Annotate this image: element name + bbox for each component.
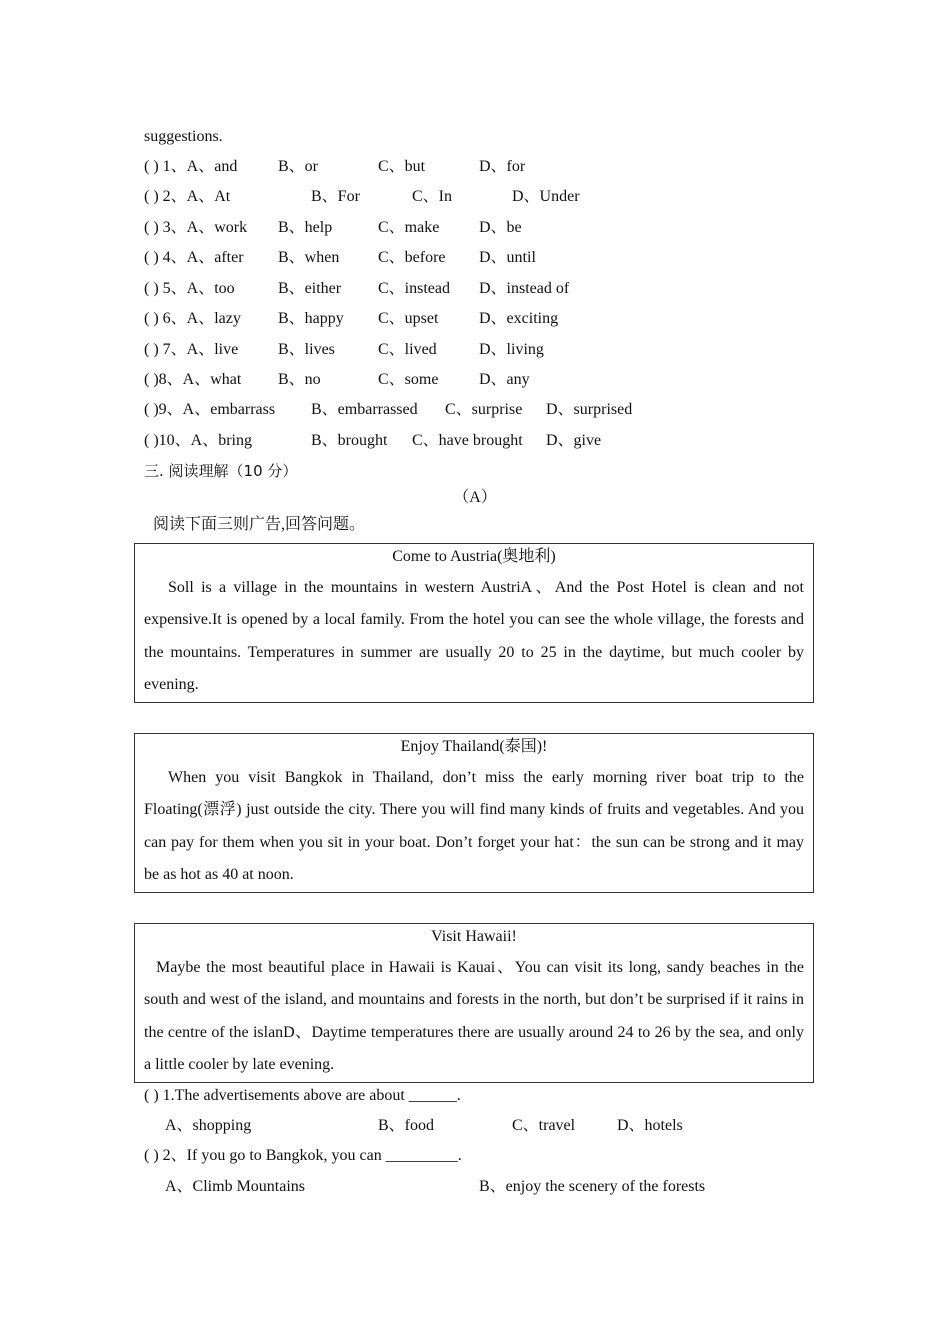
intro-tail: suggestions. — [144, 128, 223, 145]
cloze-option-d: D、until — [479, 249, 536, 266]
ad-box-hawaii — [134, 923, 814, 1083]
section-title: 三. 阅读理解（10 分） — [144, 462, 298, 480]
ad-body — [144, 952, 804, 1081]
ad-body-text: Maybe the most beautiful place in Hawaii is Kauai、You can visit its long, sandy beaches in the south and west of the island, and mountains and forests in the north, but don’t be surprised if it rains in the centre of the islanD、Daytime temperatures there are usually around 24 to 26 by the sea, and only a little cooler by late evening. — [144, 959, 804, 1073]
ad-title: Enjoy Thailand(泰国)! — [400, 738, 548, 755]
cloze-option-d: D、any — [479, 371, 530, 388]
cloze-option-d: D、be — [479, 219, 522, 236]
question-stem: ( ) 1.The advertisements above are about ______. — [144, 1087, 461, 1104]
cloze-option-b: B、embarrassed — [311, 401, 418, 418]
cloze-option-b: B、happy — [278, 310, 344, 327]
cloze-number-a: ( ) 7、A、live — [144, 341, 239, 358]
part-label: （A） — [453, 489, 497, 506]
ad-title: Visit Hawaii! — [431, 928, 517, 945]
cloze-option-b: B、either — [278, 280, 342, 297]
cloze-option-b: B、no — [278, 371, 321, 388]
cloze-number-a: ( ) 1、A、and — [144, 158, 238, 175]
cloze-option-b: B、when — [278, 249, 340, 266]
question-option: D、hotels — [617, 1117, 683, 1134]
cloze-option-c: C、upset — [378, 310, 439, 327]
cloze-option-c: C、instead — [378, 280, 450, 297]
question-option: A、shopping — [165, 1117, 252, 1134]
cloze-option-d: D、give — [546, 432, 602, 449]
ad-box-austria — [134, 543, 814, 703]
cloze-option-c: C、have brought — [412, 432, 523, 449]
instruction: 阅读下面三则广告,回答问题。 — [153, 516, 366, 533]
cloze-option-d: D、Under — [512, 188, 580, 205]
cloze-option-d: D、surprised — [546, 401, 633, 418]
cloze-option-b: B、For — [311, 188, 360, 205]
cloze-number-a: ( )9、A、embarrass — [144, 401, 276, 418]
question-option: A、Climb Mountains — [165, 1178, 306, 1195]
cloze-option-d: D、instead of — [479, 280, 570, 297]
cloze-number-a: ( ) 4、A、after — [144, 249, 244, 266]
cloze-option-d: D、living — [479, 341, 544, 358]
ad-title: Come to Austria(奥地利) — [392, 548, 556, 565]
question-stem: ( ) 2、If you go to Bangkok, you can _________. — [144, 1147, 462, 1164]
question-option: B、food — [378, 1117, 435, 1134]
cloze-option-c: C、lived — [378, 341, 437, 358]
cloze-option-c: C、before — [378, 249, 446, 266]
cloze-number-a: ( ) 5、A、too — [144, 280, 235, 297]
cloze-option-b: B、lives — [278, 341, 335, 358]
cloze-option-d: D、for — [479, 158, 526, 175]
cloze-number-a: ( ) 3、A、work — [144, 219, 248, 236]
ad-box-thailand — [134, 733, 814, 893]
cloze-option-c: C、make — [378, 219, 440, 236]
cloze-option-b: B、help — [278, 219, 333, 236]
cloze-option-c: C、In — [412, 188, 453, 205]
ad-body-text: Soll is a village in the mountains in western AustriA、And the Post Hotel is clean and not expensive.It is opened by a local family. From the hotel you can see the whole village, the forests and the mountains. Temperatures in summer are usually 20 to 25 in the daytime, but much cooler by evening. — [144, 579, 804, 693]
cloze-number-a: ( )8、A、what — [144, 371, 242, 388]
cloze-number-a: ( ) 2、A、At — [144, 188, 231, 205]
ad-body — [144, 762, 804, 891]
ad-body-text: When you visit Bangkok in Thailand, don’t miss the early morning river boat trip to the Floating(漂浮) just outside the city. There you will find many kinds of fruits and vegetables. And you can pay for them when you sit in your boat. Don’t forget your hat：the sun can be strong and it may be as hot as 40 at noon. — [144, 769, 804, 883]
question-option: B、enjoy the scenery of the forests — [479, 1178, 706, 1195]
cloze-option-c: C、surprise — [445, 401, 523, 418]
cloze-number-a: ( )10、A、bring — [144, 432, 252, 449]
cloze-option-c: C、but — [378, 158, 426, 175]
cloze-option-b: B、brought — [311, 432, 388, 449]
cloze-option-b: B、or — [278, 158, 319, 175]
cloze-option-d: D、exciting — [479, 310, 559, 327]
cloze-number-a: ( ) 6、A、lazy — [144, 310, 241, 327]
ad-body — [144, 572, 804, 701]
cloze-option-c: C、some — [378, 371, 439, 388]
question-option: C、travel — [512, 1117, 576, 1134]
